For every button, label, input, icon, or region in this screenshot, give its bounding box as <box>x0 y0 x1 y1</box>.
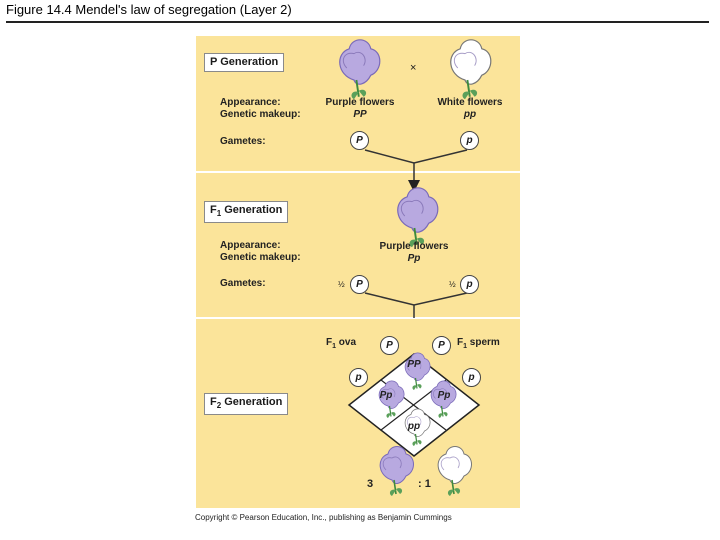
genetic-makeup-label: Genetic makeup: <box>220 109 301 120</box>
gamete-fraction: ½ <box>338 280 345 289</box>
punnett-cell-genotype: PP <box>407 359 421 370</box>
parent-left-genotype: PP <box>353 109 367 120</box>
ratio-white: : 1 <box>418 478 431 490</box>
punnett-cell-genotype: Pp <box>437 390 451 401</box>
f1-generation-heading: $F_1$ Generation <box>204 201 288 223</box>
ova-allele: p <box>349 368 368 387</box>
punnett-cell-genotype: Pp <box>379 390 393 401</box>
slide-title: Figure 14.4 Mendel's law of segregation (Layer 2) <box>6 2 292 17</box>
f1-genotype: Pp <box>407 253 421 264</box>
gamete-allele: p <box>460 275 479 294</box>
punnett-cell-genotype: pp <box>407 421 421 432</box>
f1-sperm-label: $F_1$ sperm <box>457 337 500 350</box>
gamete-fraction: ½ <box>449 280 456 289</box>
appearance-label: Appearance: <box>220 240 281 251</box>
genetic-makeup-label: Genetic makeup: <box>220 252 301 263</box>
parent-right-appearance: White flowers <box>437 97 503 108</box>
p-generation-heading: P Generation <box>204 53 284 72</box>
flower-purple-icon <box>340 40 380 99</box>
parent-right-genotype: pp <box>463 109 477 120</box>
sperm-allele: P <box>432 336 451 355</box>
flower-purple-icon <box>380 447 413 497</box>
sperm-allele: p <box>462 368 481 387</box>
gamete-allele: P <box>350 275 369 294</box>
parent-left-appearance: Purple flowers <box>325 97 395 108</box>
flower-white-icon <box>451 40 491 99</box>
f1-ova-label: $F_1$ ova <box>326 337 357 350</box>
f2-generation-heading: $F_2$ Generation <box>204 393 288 415</box>
gametes-label: Gametes: <box>220 278 266 289</box>
ova-allele: P <box>380 336 399 355</box>
ratio-purple: 3 <box>367 478 374 490</box>
appearance-label: Appearance: <box>220 97 281 108</box>
flower-purple-icon <box>398 188 438 247</box>
f1-appearance: Purple flowers <box>379 241 449 252</box>
gamete-allele: P <box>350 131 369 150</box>
flower-white-icon <box>438 447 471 497</box>
cross-symbol: × <box>410 62 417 74</box>
gamete-allele: p <box>460 131 479 150</box>
copyright-notice: Copyright © Pearson Education, Inc., publishing as Benjamin Cummings <box>195 513 452 522</box>
gametes-label: Gametes: <box>220 136 266 147</box>
